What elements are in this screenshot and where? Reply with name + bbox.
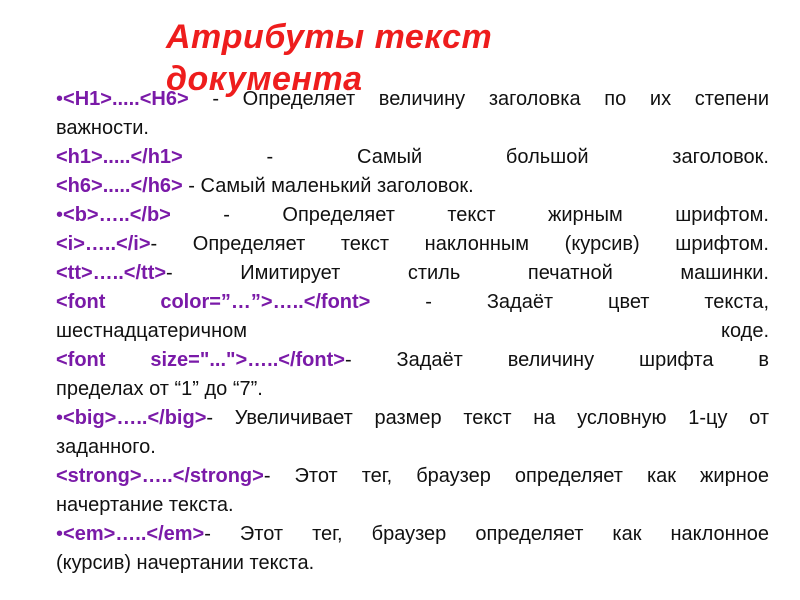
line-text: шестнадцатеричном коде. [56,320,769,342]
line-text: начертание текста. [56,494,234,516]
body-line [56,317,769,346]
body-line [56,491,769,520]
body-line [56,520,769,549]
tag-code: <H1>.....<H6> [63,88,189,110]
body-line [56,404,769,433]
body-line [56,259,769,288]
body-line [56,172,769,201]
line-text: - Самый маленький заголовок. [182,175,474,197]
bullet-icon: • [56,88,64,110]
bullet-icon: • [56,204,64,226]
tag-code: <h6>.....</h6> [56,175,183,197]
line-text: - Определяет текст наклонным (курсив) шрифтом. [150,233,769,255]
tag-code: <i>…..</i> [56,233,151,255]
line-text: важности. [56,117,149,139]
bullet-icon: • [56,407,64,429]
line-text: - Задаёт величину шрифта в [344,349,769,371]
body-line [56,114,769,143]
tag-code: <strong>…..</strong> [56,465,264,487]
tag-code: <b>…..</b> [63,204,171,226]
tag-code: <em>…..</em> [63,523,205,545]
line-text: пределах от “1” до “7”. [56,378,263,400]
body-line [56,230,769,259]
bullet-icon: • [56,523,64,545]
body-line [56,375,769,404]
line-text: (курсив) начертании текста. [56,552,315,574]
body-line [56,462,769,491]
body-line [56,85,769,114]
slide-title: Атрибуты текст документа [166,18,493,98]
line-text: - Задаёт цвет текста, [370,291,770,313]
line-text: - Этот тег, браузер определяет как жирное [263,465,769,487]
line-text: заданного. [56,436,156,458]
tag-code: <big>…..</big> [63,407,207,429]
tag-code: <font size="...">…..</font> [56,349,345,371]
line-text: - Этот тег, браузер определяет как наклонное [204,523,769,545]
body-line [56,346,769,375]
line-text: - Увеличивает размер текст на условную 1-цу от [206,407,769,429]
body-line [56,201,769,230]
line-text: - Определяет текст жирным шрифтом. [170,204,769,226]
body-line [56,433,769,462]
line-text: - Имитирует стиль печатной машинки. [166,262,769,284]
tag-code: <h1>.....</h1> [56,146,183,168]
tag-code: <font color=”…”>…..</font> [56,291,371,313]
body-line [56,288,769,317]
tag-code: <tt>…..</tt> [56,262,167,284]
line-text: - Самый большой заголовок. [182,146,769,168]
slide-body [56,85,769,578]
body-line [56,549,769,578]
line-text: - Определяет величину заголовка по их степени [188,88,769,110]
body-line [56,143,769,172]
